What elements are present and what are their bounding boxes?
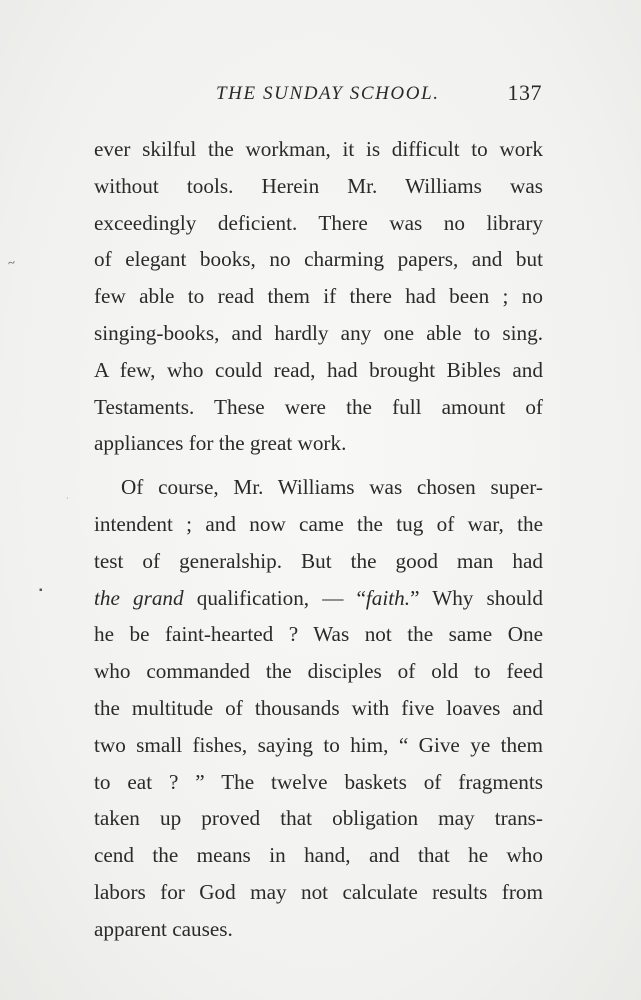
italic-text: faith. <box>365 585 411 610</box>
text-line: Testaments. These were the full amount of <box>94 394 543 419</box>
text-line: singing-books, and hardly any one able to sing. <box>94 320 543 345</box>
text-line: he be faint-hearted ? Was not the same One <box>94 622 543 647</box>
text-line: cend the means in hand, and that he who <box>94 843 543 868</box>
text-line: labors for God may not calculate results from <box>94 879 543 904</box>
text-line: test of generalship. But the good man had <box>94 548 543 573</box>
text-line: two small fishes, saying to him, “ Give ye them <box>94 732 543 757</box>
margin-mark: ▪ <box>39 585 43 596</box>
body-text <box>94 131 543 948</box>
paragraph-gap <box>94 462 543 469</box>
italic-text: the grand <box>94 585 184 610</box>
text-line: to eat ? ” The twelve baskets of fragments <box>94 769 543 794</box>
text-line: who commanded the disciples of old to feed <box>94 659 543 684</box>
text-span: qualification, — “ <box>183 585 366 610</box>
text-line: the multitude of thousands with five loaves and <box>94 695 543 720</box>
text-line: exceedingly deficient. There was no library <box>94 210 543 235</box>
text-line: ever skilful the workman, it is difficult to work <box>94 137 543 161</box>
text-line: taken up proved that obligation may trans- <box>94 806 543 831</box>
text-line: Of course, Mr. Williams was chosen super- <box>121 475 543 500</box>
page-number: 137 <box>507 80 542 105</box>
text-line: appliances for the great work. <box>94 431 347 456</box>
running-title: THE SUNDAY SCHOOL. <box>216 83 440 104</box>
running-head <box>0 80 641 109</box>
text-line: of elegant books, no charming papers, and but <box>94 247 543 272</box>
text-line: apparent causes. <box>94 916 233 941</box>
text-line-mixed <box>94 580 543 617</box>
text-span: ” Why should <box>410 585 544 610</box>
margin-mark: ~ <box>6 254 17 271</box>
margin-mark: · <box>66 494 69 503</box>
text-line: few able to read them if there had been ; no <box>94 284 543 309</box>
text-line: A few, who could read, had brought Bibles and <box>94 357 543 382</box>
text-line: without tools. Herein Mr. Williams was <box>94 173 543 198</box>
text-line: intendent ; and now came the tug of war, the <box>94 511 543 536</box>
